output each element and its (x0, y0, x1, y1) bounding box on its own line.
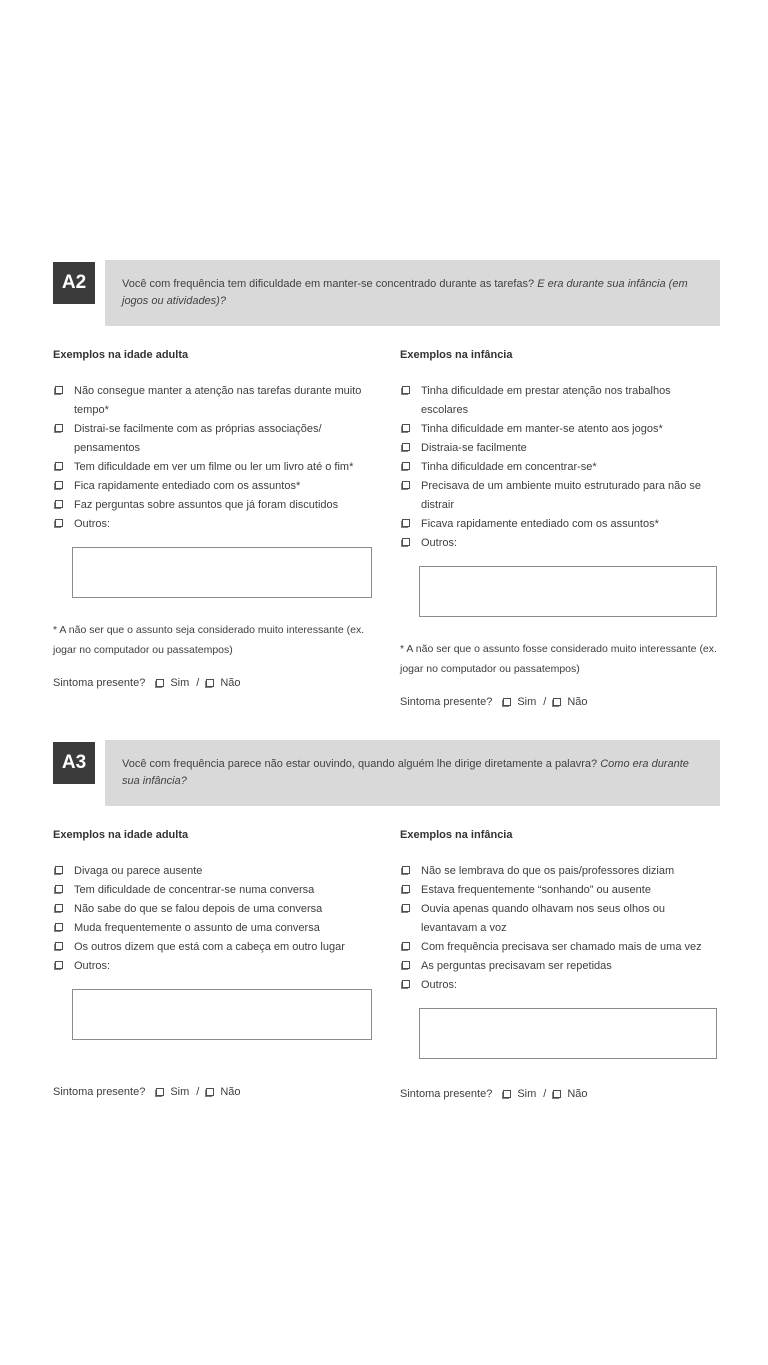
yes-checkbox[interactable] (503, 698, 511, 706)
checkbox-icon[interactable] (402, 866, 410, 874)
no-checkbox[interactable] (206, 1088, 214, 1096)
checkbox-icon[interactable] (55, 481, 63, 489)
checklist-adult-a2 (53, 382, 375, 534)
checklist-item (53, 477, 375, 496)
slash-separator: / (543, 1088, 547, 1100)
checkbox-icon[interactable] (402, 885, 410, 893)
page-content (53, 260, 720, 1100)
section-a2 (53, 260, 720, 708)
yes-checkbox[interactable] (156, 679, 164, 687)
response-box[interactable] (419, 1008, 717, 1059)
checkbox-icon[interactable] (55, 885, 63, 893)
question-band-a2 (53, 260, 720, 326)
checklist-item (400, 976, 720, 995)
checkbox-icon[interactable] (55, 424, 63, 432)
question-band (105, 740, 720, 806)
column-header: Exemplos na infância (400, 829, 513, 841)
item-label: Não sabe do que se falou depois de uma conversa (74, 903, 323, 915)
checklist-item (400, 420, 720, 439)
checklist-item (400, 900, 720, 938)
item-label: Os outros dizem que está com a cabeça em outro lugar (74, 941, 345, 953)
checkbox-icon[interactable] (55, 961, 63, 969)
item-label: Outros: (421, 979, 458, 991)
columns-a3 (53, 829, 720, 1100)
column-adult-a3 (53, 829, 375, 1100)
no-checkbox[interactable] (553, 1090, 561, 1098)
footnote: * A não ser que o assunto seja considerado muito interessante (ex. jogar no computador ou passatempos) (53, 624, 365, 656)
item-label: Tinha dificuldade em prestar atenção nos trabalhos escolares (421, 385, 671, 416)
checklist-item (400, 382, 720, 420)
item-label: Outros: (74, 960, 111, 972)
section-a3 (53, 740, 720, 1100)
checkbox-icon[interactable] (402, 980, 410, 988)
checklist-item (53, 458, 375, 477)
no-label: Não (220, 677, 241, 689)
checklist-item (400, 439, 720, 458)
no-checkbox[interactable] (206, 679, 214, 687)
yes-checkbox[interactable] (503, 1090, 511, 1098)
question-text: Você com frequência tem dificuldade em manter-se concentrado durante as tarefas? (122, 278, 535, 290)
symptom-label: Sintoma presente? (53, 677, 146, 689)
checklist-item (53, 420, 375, 458)
no-label: Não (567, 1088, 588, 1100)
no-checkbox[interactable] (553, 698, 561, 706)
checklist-item (400, 957, 720, 976)
response-box[interactable] (72, 547, 372, 598)
checklist-item (53, 881, 375, 900)
question-band (105, 260, 720, 326)
checkbox-icon[interactable] (402, 481, 410, 489)
question-text-italic: Como era durante sua infância? (122, 758, 689, 787)
item-label: Com frequência precisava ser chamado mais de uma vez (421, 941, 702, 953)
checkbox-icon[interactable] (402, 538, 410, 546)
yes-label: Sim (170, 1086, 190, 1098)
symptom-row (53, 677, 375, 689)
symptom-label: Sintoma presente? (53, 1086, 146, 1098)
checkbox-icon[interactable] (55, 386, 63, 394)
column-header: Exemplos na idade adulta (53, 349, 189, 361)
item-label: Divaga ou parece ausente (74, 865, 203, 877)
checklist-childhood-a2 (400, 382, 720, 553)
section-badge: A2 (53, 262, 95, 304)
item-label: As perguntas precisavam ser repetidas (421, 960, 612, 972)
item-label: Muda frequentemente o assunto de uma conversa (74, 922, 320, 934)
symptom-label: Sintoma presente? (400, 696, 493, 708)
symptom-row (53, 1086, 375, 1098)
yes-label: Sim (170, 677, 190, 689)
checklist-adult-a3 (53, 862, 375, 976)
checklist-item (53, 919, 375, 938)
column-childhood-a3 (400, 829, 720, 1100)
checklist-item (400, 938, 720, 957)
checkbox-icon[interactable] (402, 424, 410, 432)
question-band-a3 (53, 740, 720, 806)
column-adult-a2 (53, 349, 375, 708)
checklist-childhood-a3 (400, 862, 720, 995)
checkbox-icon[interactable] (402, 942, 410, 950)
checkbox-icon[interactable] (55, 904, 63, 912)
item-label: Tinha dificuldade em manter-se atento aos jogos* (421, 423, 663, 435)
response-box[interactable] (419, 566, 717, 617)
item-label: Outros: (74, 518, 111, 530)
slash-separator: / (196, 1086, 200, 1098)
item-label: Ouvia apenas quando olhavam nos seus olhos ou levantavam a voz (421, 903, 666, 934)
item-label: Não consegue manter a atenção nas tarefas durante muito tempo* (74, 385, 362, 416)
checkbox-icon[interactable] (55, 942, 63, 950)
checkbox-icon[interactable] (402, 443, 410, 451)
item-label: Ficava rapidamente entediado com os assuntos* (421, 518, 659, 530)
footnote: * A não ser que o assunto fosse considerado muito interessante (ex. jogar no computador ou passatempos) (400, 643, 717, 675)
checklist-item (53, 496, 375, 515)
checkbox-icon[interactable] (402, 961, 410, 969)
checkbox-icon[interactable] (55, 923, 63, 931)
slash-separator: / (196, 677, 200, 689)
item-label: Estava frequentemente “sonhando” ou ausente (421, 884, 651, 896)
checklist-item (400, 477, 720, 515)
column-header: Exemplos na infância (400, 349, 513, 361)
checklist-item (400, 534, 720, 553)
checklist-item (53, 900, 375, 919)
checklist-item (400, 881, 720, 900)
symptom-row (400, 1088, 720, 1100)
response-box[interactable] (72, 989, 372, 1040)
section-badge: A3 (53, 742, 95, 784)
symptom-label: Sintoma presente? (400, 1088, 493, 1100)
item-label: Tem dificuldade em ver um filme ou ler um livro até o fim* (74, 461, 354, 473)
checkbox-icon[interactable] (55, 500, 63, 508)
column-childhood-a2 (400, 349, 720, 708)
item-label: Precisava de um ambiente muito estruturado para não se distrair (421, 480, 702, 511)
question-text: Você com frequência parece não estar ouvindo, quando alguém lhe dirige diretamente a palavra? (122, 758, 598, 770)
item-label: Faz perguntas sobre assuntos que já foram discutidos (74, 499, 339, 511)
checkbox-icon[interactable] (55, 519, 63, 527)
item-label: Tinha dificuldade em concentrar-se* (421, 461, 597, 473)
checklist-item (53, 862, 375, 881)
checklist-item (53, 957, 375, 976)
yes-label: Sim (517, 696, 537, 708)
checkbox-icon[interactable] (55, 462, 63, 470)
checklist-item (400, 515, 720, 534)
item-label: Não se lembrava do que os pais/professores diziam (421, 865, 675, 877)
question-text-italic: E era durante sua infância (em jogos ou atividades)? (122, 278, 688, 307)
checkbox-icon[interactable] (402, 462, 410, 470)
column-header: Exemplos na idade adulta (53, 829, 189, 841)
item-label: Tem dificuldade de concentrar-se numa conversa (74, 884, 315, 896)
columns-a2 (53, 349, 720, 708)
yes-label: Sim (517, 1088, 537, 1100)
checklist-item (53, 515, 375, 534)
item-label: Distrai-se facilmente com as próprias associações/ pensamentos (74, 423, 322, 454)
no-label: Não (567, 696, 588, 708)
checklist-item (400, 862, 720, 881)
item-label: Outros: (421, 537, 458, 549)
yes-checkbox[interactable] (156, 1088, 164, 1096)
checklist-item (53, 938, 375, 957)
no-label: Não (220, 1086, 241, 1098)
checklist-item (400, 458, 720, 477)
symptom-row (400, 696, 720, 708)
checkbox-icon[interactable] (55, 866, 63, 874)
checklist-item (53, 382, 375, 420)
item-label: Distraia-se facilmente (421, 442, 527, 454)
slash-separator: / (543, 696, 547, 708)
checkbox-icon[interactable] (402, 386, 410, 394)
checkbox-icon[interactable] (402, 519, 410, 527)
item-label: Fica rapidamente entediado com os assuntos* (74, 480, 301, 492)
checkbox-icon[interactable] (402, 904, 410, 912)
